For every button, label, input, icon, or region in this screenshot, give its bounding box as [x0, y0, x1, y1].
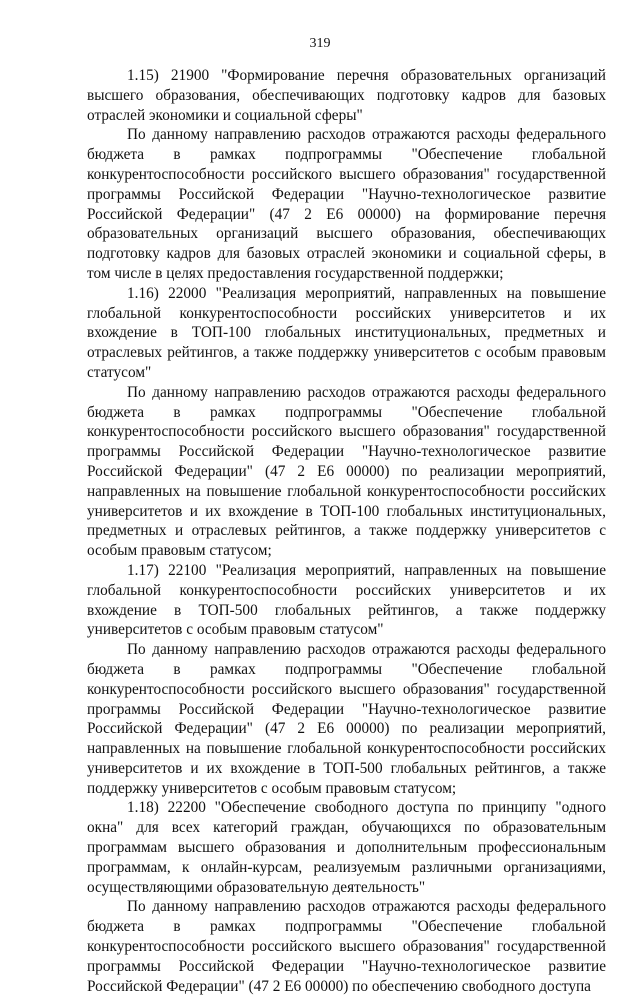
item-1-16-heading: 1.16) 22000 "Реализация мероприятий, направленных на повышение глобальной конкурентоспособности российских университетов и их вхождение в ТОП-100 глобальных институциональных, предметных и отраслевых рейтингов, а также поддержку университетов с особым правовым статусом" — [87, 284, 606, 381]
item-1-16-description: По данному направлению расходов отражаются расходы федерального бюджета в рамках подпрограммы "Обеспечение глобальной конкурентоспособности российского высшего образования" государственной программы Российской Федерации "Научно-технологическое развитие Российской Федерации" (47 2 Е6 00000) по реализации мероприятий, направленных на повышение глобальной конкурентоспособности российских университетов и их вхождение в ТОП-100 глобальных институциональных, предметных и отраслевых рейтингов, а также поддержку университетов с особым правовым статусом; — [87, 383, 606, 560]
page-number: 319 — [309, 36, 331, 51]
item-1-15-description: По данному направлению расходов отражаются расходы федерального бюджета в рамках подпрограммы "Обеспечение глобальной конкурентоспособности российского высшего образования" государственной программы Российской Федерации "Научно-технологическое развитие Российской Федерации" (47 2 Е6 00000) на формирование перечня образовательных организаций высшего образования, обеспечивающих подготовку кадров для базовых отраслей экономики и социальной сферы, в том числе в целях предоставления государственной поддержки; — [87, 126, 606, 282]
item-1-17-description: По данному направлению расходов отражаются расходы федерального бюджета в рамках подпрограммы "Обеспечение глобальной конкурентоспособности российского высшего образования" государственной программы Российской Федерации "Научно-технологическое развитие Российской Федерации" (47 2 Е6 00000) по реализации мероприятий, направленных на повышение глобальной конкурентоспособности российских университетов и их вхождение в ТОП-500 глобальных рейтингов, а также поддержку университетов с особым правовым статусом; — [87, 641, 606, 797]
item-1-18-description: По данному направлению расходов отражаются расходы федерального бюджета в рамках подпрограммы "Обеспечение глобальной конкурентоспособности российского высшего образования" государственной программы Российской Федерации "Научно-технологическое развитие Российской Федерации" (47 2 Е6 00000) по обеспечению свободного доступа — [87, 898, 606, 995]
item-1-15-heading: 1.15) 21900 "Формирование перечня образовательных организаций высшего образования, обеспечивающих подготовку кадров для базовых отраслей экономики и социальной сферы" — [87, 67, 606, 124]
document-body — [87, 66, 606, 996]
item-1-18-heading: 1.18) 22200 "Обеспечение свободного доступа по принципу "одного окна" для всех категорий граждан, обучающихся по образовательным программам высшего образования и дополнительным профессиональным программам, к онлайн-курсам, реализуемым различными организациями, осуществляющими образовательную деятельность" — [87, 799, 606, 896]
item-1-17-heading: 1.17) 22100 "Реализация мероприятий, направленных на повышение глобальной конкурентоспособности российских университетов и их вхождение в ТОП-500 глобальных рейтингов, а также поддержку университетов с особым правовым статусом" — [87, 561, 606, 639]
